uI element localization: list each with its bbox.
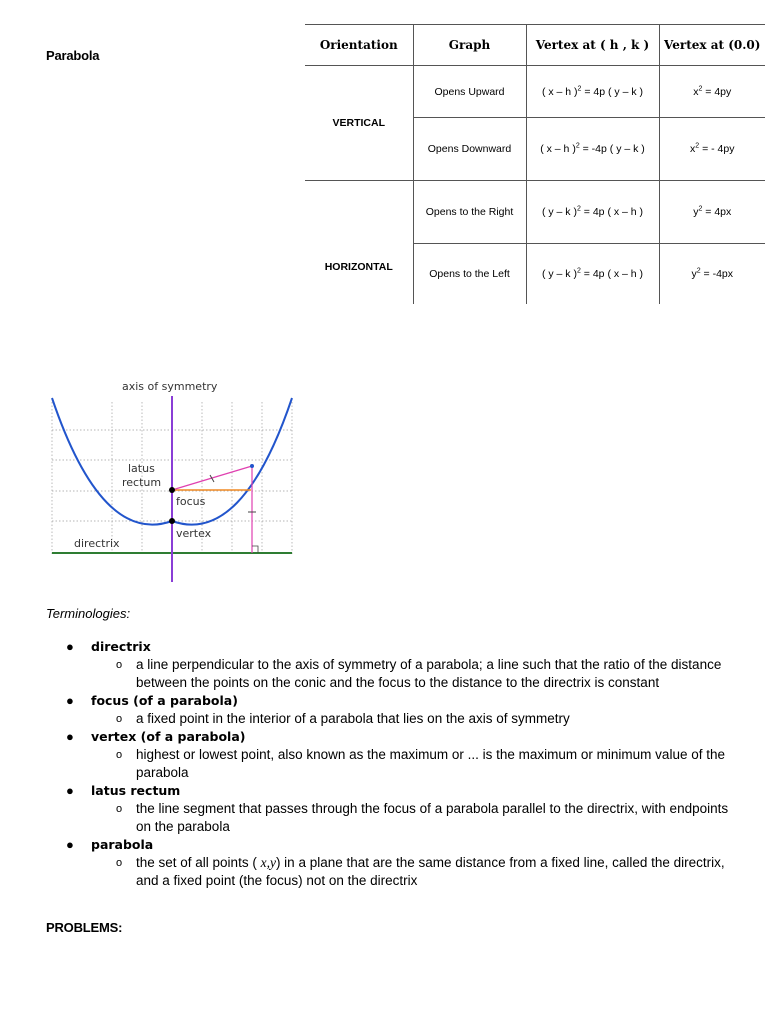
- right-angle-marker: [252, 546, 258, 553]
- terminologies-list: [46, 638, 736, 890]
- rectum-label: rectum: [122, 476, 162, 489]
- terminologies-heading: Terminologies:: [46, 606, 131, 621]
- graph-cell: Opens Downward: [413, 118, 526, 181]
- term-definition: o a line perpendicular to the axis of symmetry of a parabola; a line such that the ratio of the distance between the points on the conic and the focus to the distance to the directrix is constant: [116, 657, 722, 690]
- header-orientation: Orientation: [305, 25, 413, 66]
- latus-label: latus: [128, 462, 155, 475]
- list-item: [46, 782, 736, 836]
- problems-heading: PROBLEMS:: [46, 920, 123, 935]
- circle-bullet-icon: o: [116, 713, 123, 725]
- equation-vertex-hk: ( y – k )$^2$ = 4p ( x – h ): [526, 181, 659, 244]
- bullet-icon: ●: [66, 729, 74, 744]
- directrix-label: directrix: [74, 537, 120, 550]
- term-name: focus (of a parabola): [91, 693, 238, 708]
- list-item: [46, 728, 736, 782]
- bullet-icon: ●: [66, 693, 74, 708]
- list-item: [46, 638, 736, 692]
- parabola-point: [250, 464, 254, 468]
- term-definition: o a fixed point in the interior of a parabola that lies on the axis of symmetry: [116, 711, 570, 726]
- equation-vertex-origin: $x^2 = 4py$: [659, 66, 765, 118]
- vertex-label: vertex: [176, 527, 212, 540]
- header-vertex-origin: Vertex at (0.0): [659, 25, 765, 66]
- circle-bullet-icon: o: [116, 659, 123, 671]
- header-graph: Graph: [413, 25, 526, 66]
- term-definition: o the set of all points ( x,y) in a plane that are the same distance from a fixed line, called the directrix, and a fixed point (the focus) not on the directrix: [116, 855, 725, 888]
- term-definition: o highest or lowest point, also known as the maximum or ... is the maximum or minimum value of the parabola: [116, 747, 725, 780]
- list-item: [46, 836, 736, 890]
- term-name: parabola: [91, 837, 154, 852]
- term-definition: o the line segment that passes through the focus of a parabola parallel to the directrix, with endpoints on the parabola: [116, 801, 729, 834]
- parabola-diagram: [40, 376, 310, 588]
- equation-vertex-origin: $x^2$ = - 4py: [659, 118, 765, 181]
- equation-vertex-origin: $y^2 = -4px$: [659, 244, 765, 304]
- bullet-icon: ●: [66, 837, 74, 852]
- term-name: directrix: [91, 639, 151, 654]
- circle-bullet-icon: o: [116, 749, 123, 761]
- parabola-orientation-table: [305, 24, 765, 304]
- list-item: [46, 692, 736, 728]
- term-name: vertex (of a parabola): [91, 729, 246, 744]
- focus-point: [169, 487, 175, 493]
- axis-of-symmetry-label: axis of symmetry: [122, 380, 218, 393]
- orientation-vertical: VERTICAL: [305, 66, 413, 181]
- header-vertex-hk: Vertex at ( h , k ): [526, 25, 659, 66]
- equation-vertex-hk: ( x – h )$^2$ = 4p ( y – k ): [526, 66, 659, 118]
- vertex-point: [169, 518, 175, 524]
- equation-vertex-origin: $y^2 = 4px$: [659, 181, 765, 244]
- circle-bullet-icon: o: [116, 857, 123, 869]
- term-name: latus rectum: [91, 783, 181, 798]
- graph-cell: Opens to the Left: [413, 244, 526, 304]
- equation-vertex-hk: ( y – k )$^2$ = 4p ( x – h ): [526, 244, 659, 304]
- graph-cell: Opens to the Right: [413, 181, 526, 244]
- equation-vertex-hk: ( x – h )$^2$ = -4p ( y – k ): [526, 118, 659, 181]
- graph-cell: Opens Upward: [413, 66, 526, 118]
- bullet-icon: ●: [66, 639, 74, 654]
- orientation-horizontal: HORIZONTAL: [305, 181, 413, 304]
- focus-label: focus: [176, 495, 206, 508]
- page-title: Parabola: [46, 48, 100, 63]
- circle-bullet-icon: o: [116, 803, 123, 815]
- bullet-icon: ●: [66, 783, 74, 798]
